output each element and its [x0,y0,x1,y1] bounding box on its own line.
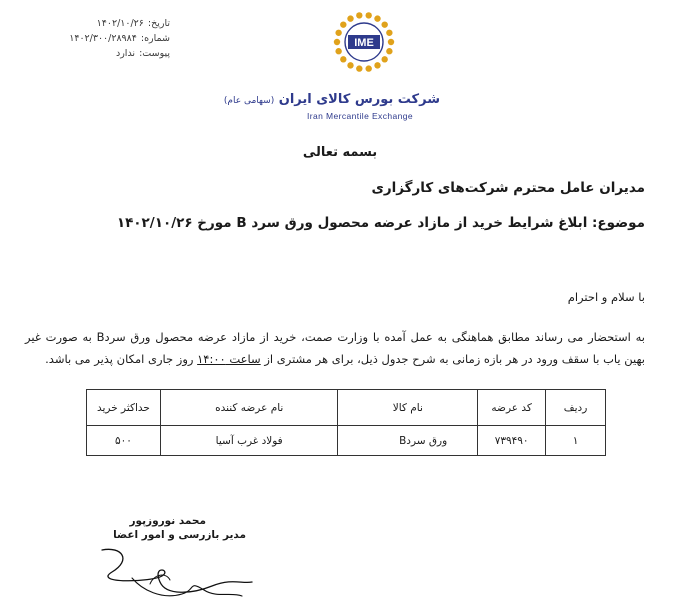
ime-logo-icon [332,10,396,74]
table-cell-seller: فولاد غرب آسیا [160,426,338,456]
table-header-cell: کد عرضه [478,390,546,426]
logo-ring-dot [340,21,346,27]
date-label: تاریخ: [147,18,170,29]
table-cell-product-name: ورق سردB [338,426,478,456]
attachment-value: ندارد [115,48,136,59]
logo-ring-dot [340,56,346,62]
logo-ring-dot [365,65,371,71]
logo-ring-dot [356,12,362,18]
logo-ring-dot [374,62,380,68]
logo-name-fa-text: شرکت بورس کالای ایران [278,92,440,107]
attachment-row [50,46,170,61]
logo-mark-text: IME [354,37,374,49]
logo-ring-dot [335,48,341,54]
table-header-row [87,390,606,426]
logo-ring-dot [356,65,362,71]
logo-company-name-fa [223,92,440,107]
number-value: ۱۴۰۲/۳۰۰/۲۸۹۸۴ [69,33,137,44]
table-row [87,426,606,456]
logo-ring-dot [334,39,340,45]
logo-name-fa-suffix: (سهامی عام) [223,96,275,106]
table-header-cell: نام عرضه کننده [160,390,338,426]
letter-body-part1: به استحضار می رساند مطابق هماهنگی به عمل آمده با وزارت صمت، خرید از مازاد عرضه محصول ورق سردB به صورت غیر بهین یاب با سقف ورود در هر بازه زمانی به شرح جدول ذیل، برای هر مشتری از [25,330,646,366]
table-header-cell: حداکثر خرید [87,390,161,426]
logo-ring-dot [347,62,353,68]
number-label: شماره: [140,33,170,44]
attachment-label: پیوست: [139,48,170,59]
letter-heading: بسمه تعالی [302,145,378,160]
logo-ring-dot [374,15,380,21]
signatory-title: مدیر بازرسی و امور اعضا [113,529,246,541]
logo-ring-dot [388,39,394,45]
logo-ring-dot [335,30,341,36]
table-cell-offer-code: ۷۳۹۴۹۰ [478,426,546,456]
logo-ring-dot [386,48,392,54]
logo-ring-dot [381,21,387,27]
table-cell-max-purchase: ۵۰۰ [87,426,161,456]
offer-table [86,389,606,456]
number-row [50,31,170,46]
handwritten-signature [92,520,262,608]
letter-body [25,326,645,370]
letter-subject: موضوع: ابلاغ شرایط خرید از مازاد عرضه محصول ورق سرد B مورخ ۱۴۰۲/۱۰/۲۶ [116,215,645,231]
letter-body-part2: روز جاری امکان پذیر می باشد. [45,352,198,366]
logo-ring-dot [347,15,353,21]
letter-body-time: ساعت ۱۴:۰۰ [197,352,261,366]
letter-greeting: با سلام و احترام [567,290,645,304]
date-value: ۱۴۰۲/۱۰/۲۶ [96,18,144,29]
letter-meta [50,16,170,61]
letter-addressee: مدیران عامل محترم شرکت‌های کارگزاری [371,180,645,196]
logo-ring-dot [386,30,392,36]
table-header-cell: ردیف [546,390,606,426]
table-cell-row-number: ۱ [546,426,606,456]
ime-logo [223,6,440,126]
logo-ring-dot [381,56,387,62]
table-header-cell: نام کالا [338,390,478,426]
signatory-name: محمد نوروزپور [129,515,206,527]
logo-ring-dot [365,12,371,18]
date-row [50,16,170,31]
logo-company-name-en: Iran Mercantile Exchange [307,111,413,121]
